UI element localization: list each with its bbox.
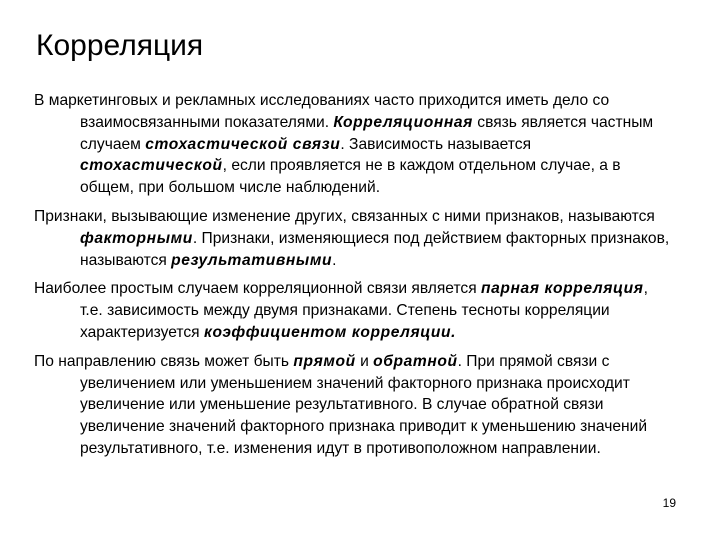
emphasized-term: коэффициентом корреляции. — [203, 323, 457, 341]
emphasized-term: стохастической — [80, 157, 223, 175]
paragraph-text: и — [355, 352, 374, 370]
paragraph-text: В маркетинговых и рекламных исследованиях часто приходится иметь дело со взаимосвязанными показателями. — [34, 92, 610, 131]
emphasized-term: факторными — [80, 229, 193, 247]
slide-title: Корреляция — [36, 29, 204, 62]
paragraph — [34, 206, 674, 271]
paragraph-text: По направлению связь может быть — [34, 352, 294, 370]
emphasized-term: прямой — [293, 352, 356, 370]
emphasized-term: стохастической связи — [145, 135, 341, 153]
paragraph-text: Наиболее простым случаем корреляционной связи является — [34, 280, 482, 298]
page-number: 19 — [662, 496, 676, 510]
paragraph-text: . Признаки, изменяющиеся под действием факторных признаков, называются — [80, 229, 670, 269]
paragraph-text: связь является частным случаем — [80, 113, 654, 153]
slide-body — [34, 90, 674, 467]
paragraph — [34, 278, 674, 343]
paragraph-text: Признаки, вызывающие изменение других, связанных с ними признаков, называются — [34, 207, 655, 225]
emphasized-term: парная корреляция — [481, 280, 644, 298]
paragraph-text: , если проявляется не в каждом отдельном случае, а в общем, при большом числе наблюдений. — [80, 157, 621, 197]
paragraph — [34, 90, 674, 199]
paragraph-text: , т.е. зависимость между двумя признаками. Степень тесноты корреляции характеризуется — [80, 280, 648, 341]
paragraph — [34, 351, 674, 460]
emphasized-term: результативными — [171, 251, 333, 269]
paragraph-text: . — [332, 251, 337, 269]
emphasized-term: Корреляционная — [333, 113, 473, 131]
emphasized-term: обратной — [373, 352, 458, 370]
paragraph-text: . Зависимость называется — [340, 135, 532, 153]
paragraph-text: . При прямой связи с увеличением или уменьшением значений факторного признака происходит увеличение или уменьшение результативного. В случае обратной связи увеличение значений факторного признака приводит к уменьшению значений результативного, т.е. изменения идут в противоположном направлении. — [80, 352, 648, 457]
